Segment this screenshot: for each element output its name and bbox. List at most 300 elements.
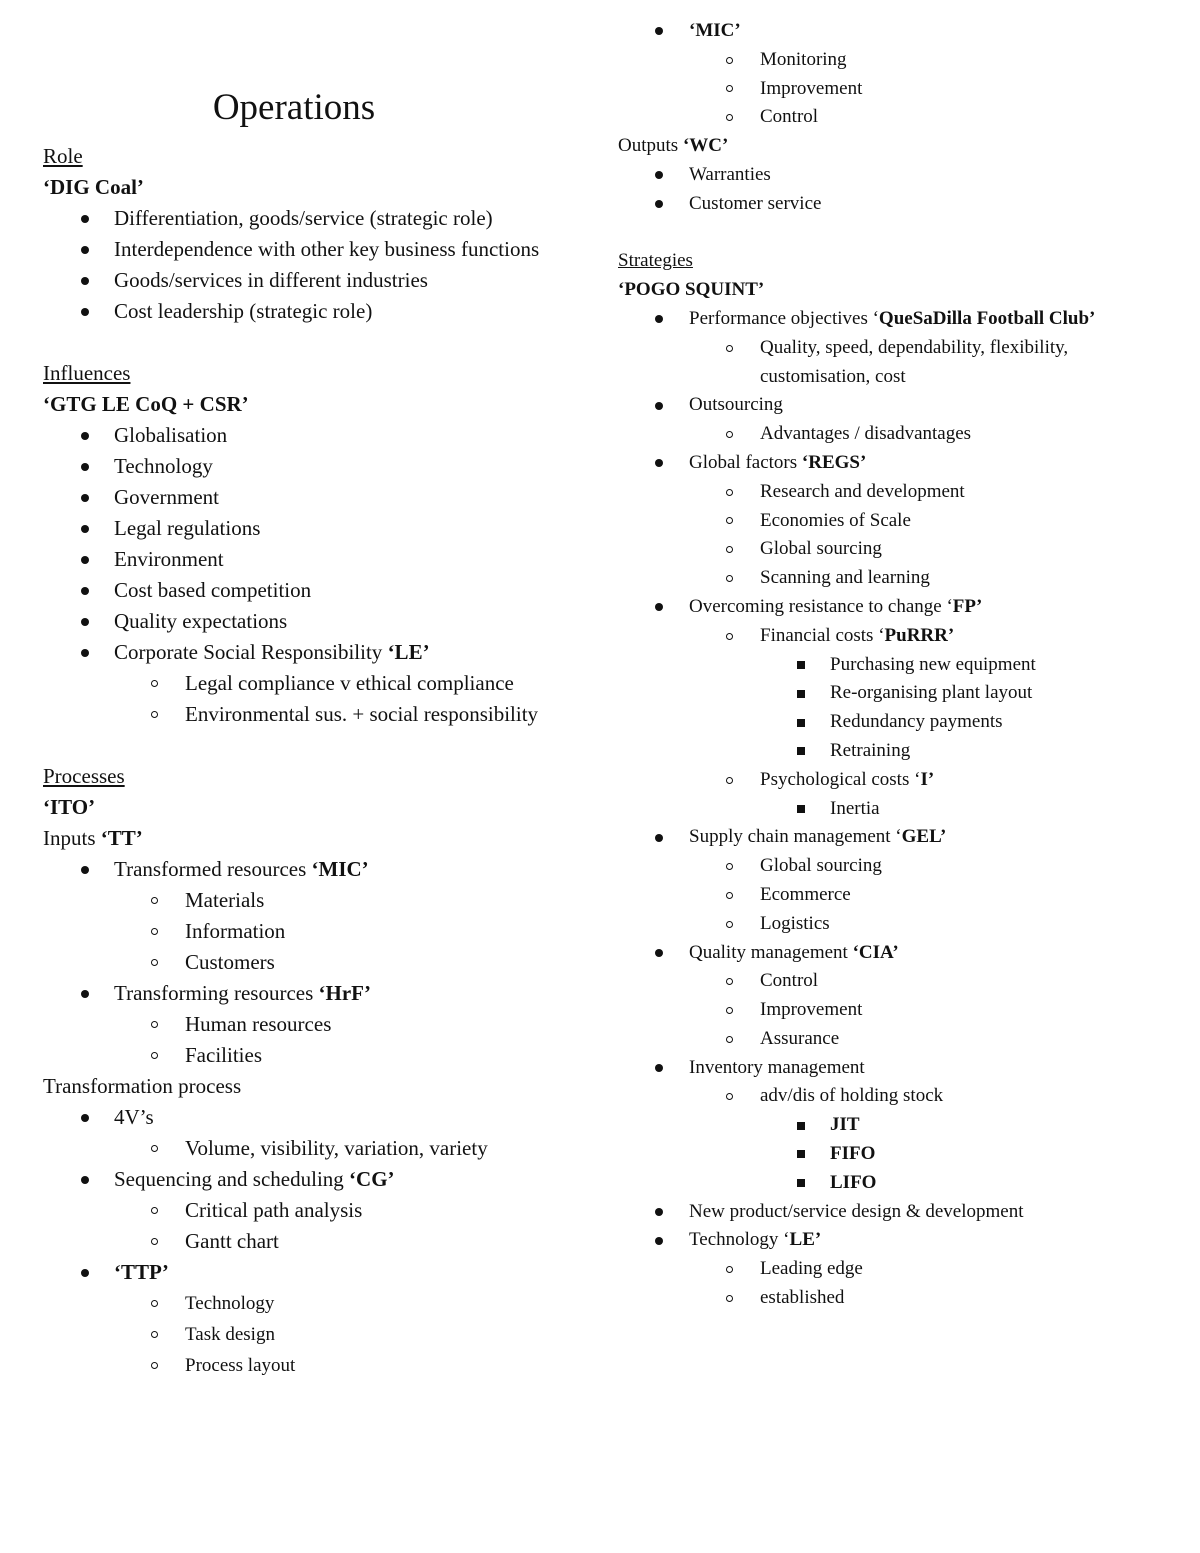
text-run: Human resources [185, 1012, 332, 1036]
text-run: ‘LE’ [387, 640, 430, 664]
bullet-circle-icon [43, 699, 185, 730]
list-item-text [760, 478, 1178, 507]
text-run: FIFO [830, 1143, 876, 1165]
bullet-glyph-icon [151, 928, 158, 935]
text-run: ‘CIA’ [852, 941, 899, 963]
list-item-text [185, 947, 583, 978]
bullet-glyph-icon [81, 1176, 89, 1184]
list-item-text [760, 881, 1178, 910]
list-item [43, 1350, 583, 1381]
list-item-text [185, 1133, 583, 1164]
bullet-dot-icon [43, 978, 114, 1009]
list-item-text [689, 593, 1178, 622]
list-item-text [185, 1040, 583, 1071]
text-run: Transformed resources [114, 857, 312, 881]
list-item [43, 482, 583, 513]
list-item-text [185, 1195, 583, 1226]
text-line [618, 276, 1178, 305]
list-item-text [114, 203, 583, 234]
list-item [618, 593, 1178, 622]
bullet-square-icon [618, 795, 830, 824]
bullet-dot-icon [618, 823, 689, 852]
bullet-circle-icon [618, 996, 760, 1025]
bullet-circle-icon [618, 1025, 760, 1054]
bullet-glyph-icon [655, 200, 663, 208]
bullet-dot-icon [618, 1054, 689, 1083]
text-run: ‘HrF’ [318, 981, 372, 1005]
bullet-circle-icon [43, 1288, 185, 1319]
list-item [618, 1140, 1178, 1169]
list-item [618, 305, 1178, 334]
bullet-glyph-icon [151, 1300, 158, 1307]
bullet-square-icon [618, 1140, 830, 1169]
bullet-glyph-icon [726, 978, 733, 985]
text-run: JIT [830, 1114, 860, 1136]
bullet-glyph-icon [726, 1093, 733, 1100]
bullet-glyph-icon [726, 1036, 733, 1043]
text-run: Global factors [689, 451, 802, 473]
list-item-text [114, 606, 583, 637]
list-item [618, 1284, 1178, 1313]
list-item [43, 513, 583, 544]
text-run: established [760, 1287, 845, 1309]
list-item [43, 1102, 583, 1133]
bullet-glyph-icon [151, 1145, 158, 1152]
list-item-text [830, 737, 1178, 766]
bullet-glyph-icon [81, 308, 89, 316]
text-run: Financial costs ‘ [760, 624, 885, 646]
text-run: Purchasing new equipment [830, 653, 1036, 675]
bullet-glyph-icon [655, 27, 663, 35]
list-item [43, 1195, 583, 1226]
list-item-text [760, 103, 1178, 132]
bullet-glyph-icon [655, 1064, 663, 1072]
text-run: Outsourcing [689, 394, 783, 416]
list-item-text [185, 1288, 583, 1319]
list-item [618, 1226, 1178, 1255]
text-run: ‘ITO’ [43, 795, 96, 819]
left-column [43, 141, 583, 1381]
bullet-glyph-icon [797, 719, 805, 727]
bullet-dot-icon [618, 1226, 689, 1255]
text-run: Re-organising plant layout [830, 682, 1033, 704]
text-run: ‘REGS’ [801, 451, 867, 473]
text-run: Assurance [760, 1027, 840, 1049]
bullet-glyph-icon [151, 1052, 158, 1059]
text-run: Improvement [760, 999, 863, 1021]
text-run: GEL’ [901, 826, 947, 848]
bullet-glyph-icon [726, 1266, 733, 1273]
bullet-circle-icon [618, 478, 760, 507]
list-item-text [185, 1319, 583, 1350]
list-item [43, 1288, 583, 1319]
list-item [43, 1040, 583, 1071]
bullet-glyph-icon [81, 587, 89, 595]
list-item-text [760, 1025, 1178, 1054]
text-run: ‘TT’ [100, 826, 143, 850]
list-item-text [114, 451, 583, 482]
text-run: Customer service [689, 192, 822, 214]
bullet-glyph-icon [655, 315, 663, 323]
text-run: Critical path analysis [185, 1198, 363, 1222]
list-item [618, 1169, 1178, 1198]
list-item [618, 420, 1178, 449]
text-run: Process layout [185, 1355, 296, 1376]
bullet-circle-icon [618, 535, 760, 564]
list-item-text [760, 1082, 1178, 1111]
text-line [43, 389, 583, 420]
list-item-text [114, 234, 583, 265]
text-run: Transforming resources [114, 981, 319, 1005]
bullet-dot-icon [43, 575, 114, 606]
list-item [618, 823, 1178, 852]
bullet-glyph-icon [81, 246, 89, 254]
list-item [618, 852, 1178, 881]
list-item [618, 622, 1178, 651]
bullet-glyph-icon [81, 618, 89, 626]
list-item-text [114, 854, 583, 885]
section-heading: Role [43, 144, 83, 168]
list-item-text [830, 1111, 1178, 1140]
list-item-text [114, 482, 583, 513]
bullet-circle-icon [618, 910, 760, 939]
bullet-glyph-icon [726, 777, 733, 784]
text-run: adv/dis of holding stock [760, 1085, 944, 1107]
list-item [43, 699, 583, 730]
list-item [43, 203, 583, 234]
text-line [43, 823, 583, 854]
list-item-text [185, 1226, 583, 1257]
section-heading: Processes [43, 764, 125, 788]
list-item [618, 996, 1178, 1025]
list-item [43, 637, 583, 668]
text-run: Quality expectations [114, 609, 288, 633]
bullet-dot-icon [618, 190, 689, 219]
list-item [43, 265, 583, 296]
text-run: Economies of Scale [760, 509, 911, 531]
bullet-dot-icon [618, 1198, 689, 1227]
text-run: Outputs [618, 135, 683, 157]
text-run: Transformation process [43, 1074, 242, 1098]
text-run: Advantages / disadvantages [760, 423, 972, 445]
list-item-text [760, 46, 1178, 75]
bullet-circle-icon [618, 881, 760, 910]
text-run: Technology [185, 1293, 275, 1314]
text-run: Task design [185, 1324, 275, 1345]
list-item [618, 881, 1178, 910]
bullet-glyph-icon [151, 1021, 158, 1028]
bullet-glyph-icon [726, 1295, 733, 1302]
list-item [618, 737, 1178, 766]
bullet-dot-icon [43, 203, 114, 234]
bullet-square-icon [618, 1111, 830, 1140]
bullet-circle-icon [618, 766, 760, 795]
text-run: Environmental sus. + social responsibility [185, 702, 539, 726]
list-item [618, 190, 1178, 219]
text-run: Warranties [689, 163, 771, 185]
list-item [618, 679, 1178, 708]
bullet-glyph-icon [151, 1331, 158, 1338]
list-item-text [830, 795, 1178, 824]
text-run: Sequencing and scheduling [114, 1167, 350, 1191]
bullet-glyph-icon [81, 215, 89, 223]
bullet-glyph-icon [726, 489, 733, 496]
list-item-text [760, 996, 1178, 1025]
bullet-dot-icon [43, 854, 114, 885]
text-run: I’ [920, 768, 935, 790]
list-item [618, 766, 1178, 795]
bullet-glyph-icon [726, 57, 733, 64]
bullet-glyph-icon [655, 459, 663, 467]
list-item [43, 1133, 583, 1164]
list-item-text [760, 535, 1178, 564]
bullet-glyph-icon [151, 1238, 158, 1245]
bullet-glyph-icon [655, 603, 663, 611]
list-item [618, 75, 1178, 104]
bullet-glyph-icon [797, 747, 805, 755]
bullet-dot-icon [43, 606, 114, 637]
list-item [618, 391, 1178, 420]
text-run: Quality management [689, 941, 853, 963]
bullet-glyph-icon [655, 1237, 663, 1245]
list-item-text [760, 420, 1178, 449]
text-run: Ecommerce [760, 883, 851, 905]
list-item-text [114, 544, 583, 575]
list-item [43, 1257, 583, 1288]
bullet-glyph-icon [81, 1269, 89, 1277]
text-run: Information [185, 919, 286, 943]
text-run: Global sourcing [760, 538, 882, 560]
list-item-text [689, 449, 1178, 478]
bullet-glyph-icon [81, 463, 89, 471]
blank-line [43, 327, 583, 358]
bullet-glyph-icon [726, 863, 733, 870]
list-item-text [760, 1255, 1178, 1284]
blank-line [43, 730, 583, 761]
bullet-circle-icon [43, 947, 185, 978]
list-item-text [114, 1102, 583, 1133]
list-item-text [689, 391, 1178, 420]
text-run: LE’ [789, 1229, 822, 1251]
bullet-circle-icon [618, 334, 760, 363]
list-item-text [114, 1257, 583, 1288]
bullet-circle-icon [618, 1255, 760, 1284]
bullet-dot-icon [43, 234, 114, 265]
text-run: FP’ [952, 595, 983, 617]
bullet-dot-icon [618, 593, 689, 622]
bullet-circle-icon [43, 916, 185, 947]
list-item [618, 478, 1178, 507]
list-item [618, 564, 1178, 593]
list-item-text [830, 1169, 1178, 1198]
right-column [618, 17, 1178, 1313]
bullet-dot-icon [618, 391, 689, 420]
bullet-square-icon [618, 679, 830, 708]
list-item-text [760, 910, 1178, 939]
list-item-text [185, 885, 583, 916]
text-line [43, 1071, 583, 1102]
bullet-circle-icon [618, 103, 760, 132]
bullet-glyph-icon [655, 834, 663, 842]
list-item-text [185, 668, 583, 699]
list-item [618, 1198, 1178, 1227]
text-run: Performance objectives ‘ [689, 307, 879, 329]
bullet-glyph-icon [726, 921, 733, 928]
text-run: Monitoring [760, 48, 847, 70]
bullet-glyph-icon [151, 959, 158, 966]
text-run: LIFO [830, 1171, 877, 1193]
list-item [618, 1054, 1178, 1083]
bullet-glyph-icon [81, 1114, 89, 1122]
text-run: ‘WC’ [682, 135, 729, 157]
text-run: Cost leadership (strategic role) [114, 299, 373, 323]
list-item [43, 1319, 583, 1350]
text-run: Facilities [185, 1043, 262, 1067]
bullet-glyph-icon [726, 345, 733, 352]
list-item-text [760, 852, 1178, 881]
list-item-text [114, 978, 583, 1009]
bullet-circle-icon [618, 622, 760, 651]
text-line [618, 132, 1178, 161]
bullet-square-icon [618, 708, 830, 737]
text-run: Cost based competition [114, 578, 312, 602]
list-item [618, 334, 1178, 392]
bullet-glyph-icon [655, 402, 663, 410]
list-item-text [760, 622, 1178, 651]
text-run: ‘MIC’ [689, 20, 741, 41]
list-item-text [689, 305, 1178, 334]
text-run: Supply chain management ‘ [689, 826, 902, 848]
text-run: Overcoming resistance to change ‘ [689, 595, 953, 617]
text-run: Control [760, 106, 819, 128]
text-run: Materials [185, 888, 265, 912]
bullet-square-icon [618, 737, 830, 766]
bullet-glyph-icon [726, 85, 733, 92]
bullet-glyph-icon [797, 805, 805, 813]
list-item-text [830, 679, 1178, 708]
list-item-text [689, 161, 1178, 190]
bullet-dot-icon [43, 1164, 114, 1195]
list-item [43, 234, 583, 265]
list-item-text [760, 564, 1178, 593]
list-item-text [114, 637, 583, 668]
bullet-glyph-icon [151, 711, 158, 718]
bullet-glyph-icon [151, 1362, 158, 1369]
bullet-glyph-icon [797, 1150, 805, 1158]
bullet-dot-icon [43, 296, 114, 327]
list-item [618, 1255, 1178, 1284]
text-run: Interdependence with other key business functions [114, 237, 540, 261]
list-item [43, 668, 583, 699]
text-run: ‘MIC’ [311, 857, 369, 881]
bullet-dot-icon [43, 1257, 114, 1288]
text-run: Gantt chart [185, 1229, 279, 1253]
bullet-glyph-icon [655, 1208, 663, 1216]
list-item-text [114, 296, 583, 327]
list-item [618, 161, 1178, 190]
text-run: New product/service design & development [689, 1200, 1024, 1222]
list-item [43, 544, 583, 575]
list-item [43, 1164, 583, 1195]
bullet-square-icon [618, 1169, 830, 1198]
bullet-dot-icon [43, 513, 114, 544]
list-item-text [689, 17, 1178, 46]
text-run: Improvement [760, 77, 863, 99]
list-item [43, 451, 583, 482]
list-item-text [114, 1164, 583, 1195]
bullet-glyph-icon [151, 680, 158, 687]
list-item [618, 967, 1178, 996]
bullet-square-icon [618, 651, 830, 680]
bullet-glyph-icon [726, 546, 733, 553]
bullet-circle-icon [43, 885, 185, 916]
list-item [618, 449, 1178, 478]
bullet-glyph-icon [726, 517, 733, 524]
text-run: Inputs [43, 826, 101, 850]
list-item [618, 708, 1178, 737]
section-heading: Strategies [618, 250, 693, 272]
bullet-glyph-icon [726, 1007, 733, 1014]
bullet-dot-icon [618, 305, 689, 334]
blank-line [618, 219, 1178, 248]
list-item-text [185, 1009, 583, 1040]
text-run: Retraining [830, 739, 911, 761]
list-item-text [689, 190, 1178, 219]
list-item [43, 885, 583, 916]
text-run: Customers [185, 950, 275, 974]
text-run: Psychological costs ‘ [760, 768, 921, 790]
bullet-glyph-icon [655, 949, 663, 957]
list-item [618, 103, 1178, 132]
bullet-glyph-icon [81, 556, 89, 564]
list-item [43, 916, 583, 947]
bullet-circle-icon [43, 1040, 185, 1071]
bullet-glyph-icon [726, 892, 733, 899]
list-item [43, 606, 583, 637]
bullet-glyph-icon [797, 1122, 805, 1130]
list-item-text [760, 1284, 1178, 1313]
bullet-glyph-icon [797, 1179, 805, 1187]
list-item-text [689, 1054, 1178, 1083]
text-run: ‘DIG Coal’ [43, 175, 144, 199]
text-run: Global sourcing [760, 855, 882, 877]
list-item [618, 1025, 1178, 1054]
bullet-dot-icon [43, 265, 114, 296]
bullet-dot-icon [43, 637, 114, 668]
text-run: 4V’s [114, 1105, 154, 1129]
text-run: Corporate Social Responsibility [114, 640, 388, 664]
list-item-text [830, 708, 1178, 737]
list-item-text [760, 507, 1178, 536]
list-item-text [689, 823, 1178, 852]
bullet-glyph-icon [151, 1207, 158, 1214]
bullet-glyph-icon [81, 277, 89, 285]
bullet-circle-icon [43, 1350, 185, 1381]
text-run: Technology [114, 454, 213, 478]
list-item-text [185, 1350, 583, 1381]
list-item-text [830, 1140, 1178, 1169]
bullet-circle-icon [618, 852, 760, 881]
bullet-circle-icon [618, 1082, 760, 1111]
text-run: QueSaDilla Football Club’ [878, 307, 1096, 329]
list-item [618, 795, 1178, 824]
bullet-glyph-icon [151, 897, 158, 904]
bullet-dot-icon [618, 939, 689, 968]
bullet-dot-icon [43, 420, 114, 451]
text-line [43, 172, 583, 203]
list-item-text [689, 1198, 1178, 1227]
text-run: Scanning and learning [760, 567, 930, 589]
